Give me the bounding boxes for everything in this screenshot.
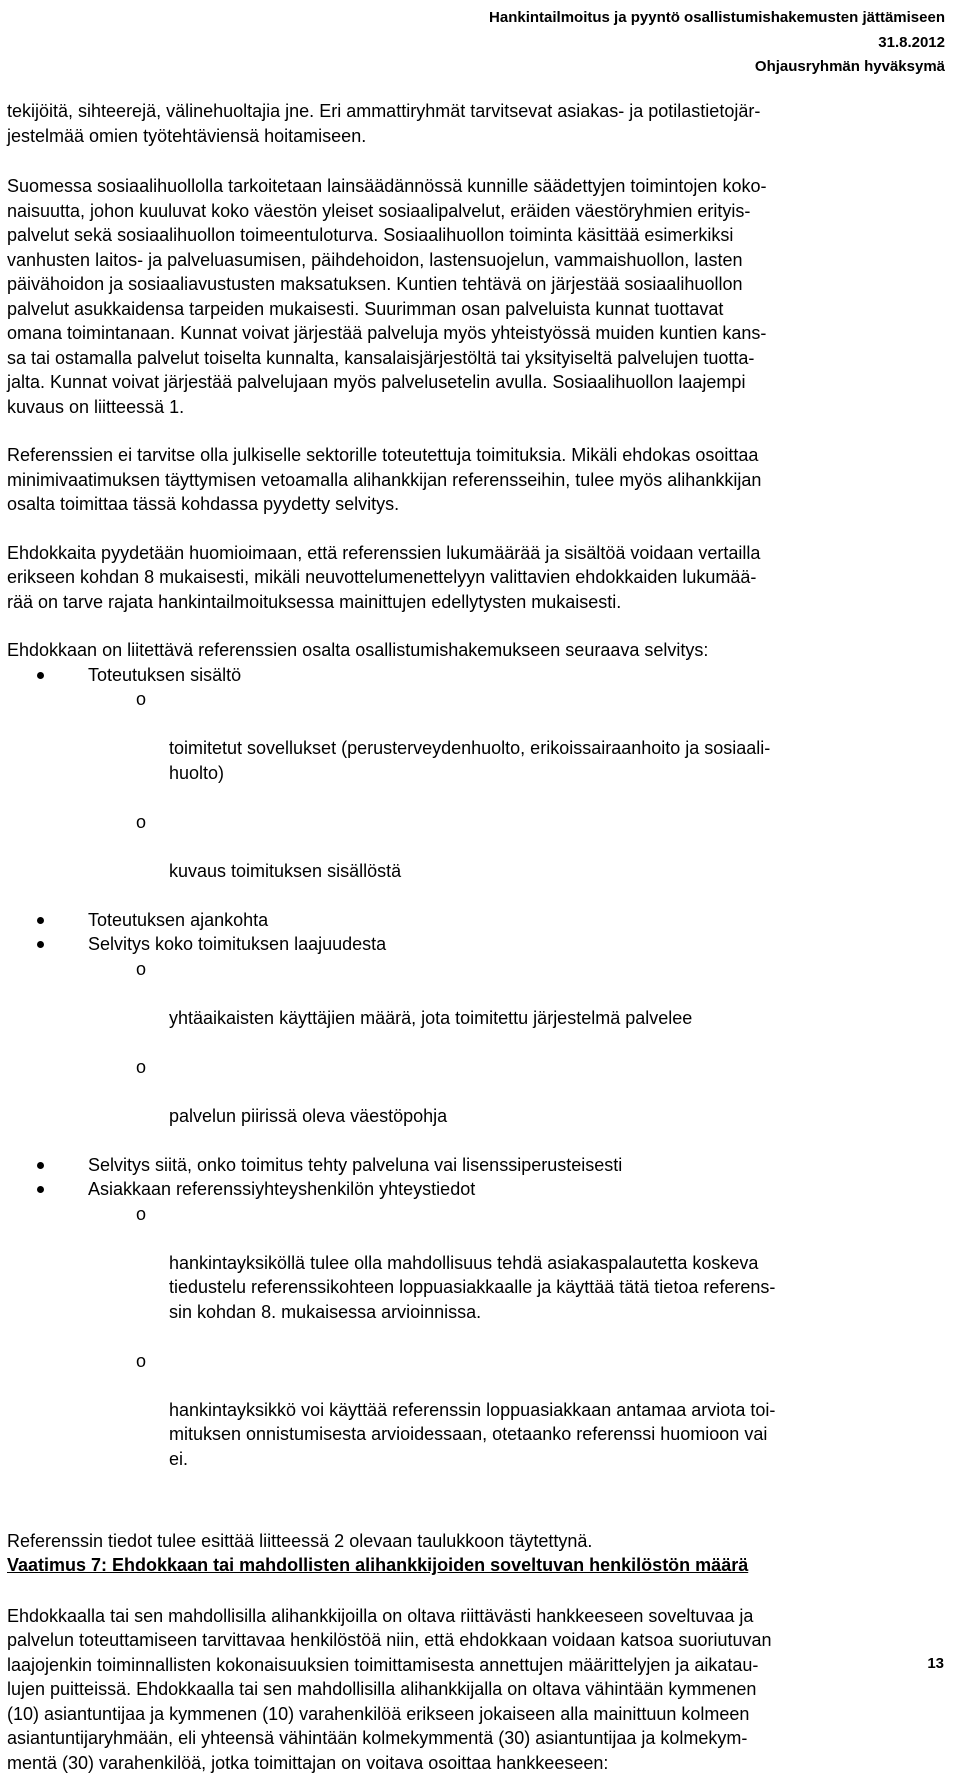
sub-list-item [88,687,954,810]
paragraph-references-comparison: Ehdokkaita pyydetään huomioimaan, että referenssien lukumäärää ja sisältöä voidaan vertailla erikseen kohdan 8 mukaisesti, mikäli neuvottelumenettelyyn valittavien ehdokkaiden lukumää- rää on tarve rajata hankintailmoituksessa mainittujen edellytysten mukaisesti. [7,541,954,615]
bullet-icon [37,941,44,948]
sub-list-item-text: kuvaus toimituksen sisällöstä [169,859,865,884]
sub-list-item-text: palvelun piirissä oleva väestöpohja [169,1104,865,1129]
list-item-label: Selvitys koko toimituksen laajuudesta [88,934,386,954]
paragraph-references-intro: Ehdokkaan on liitettävä referenssien osalta osallistumishakemukseen seuraava selvitys: [7,638,954,663]
sub-list-item-text: yhtäaikaisten käyttäjien määrä, jota toimitettu järjestelmä palvelee [169,1006,865,1031]
sub-list-item [88,1202,954,1349]
bullet-icon [37,1162,44,1169]
document-header [489,6,945,80]
circle-marker-icon: o [136,1055,146,1080]
sub-list-item-text: toimitetut sovellukset (perusterveydenhuolto, erikoissairaanhoito ja sosiaali- huolto) [169,736,865,785]
list-item [7,663,954,908]
page-body [7,99,954,1775]
page-number: 13 [927,1655,944,1672]
sub-list-item-text: hankintayksikkö voi käyttää referenssin loppuasiakkaan antamaa arviota toi- mituksen onnistumisesta arvioidessaan, otetaanko referenssi huomioon vai ei. [169,1398,865,1472]
sub-list-item [88,810,954,908]
header-status: Ohjausryhmän hyväksymä [489,55,945,80]
list-item [7,908,954,933]
circle-marker-icon: o [136,957,146,982]
list-item-label: Selvitys siitä, onko toimitus tehty palveluna vai lisenssiperusteisesti [88,1155,622,1175]
sub-list [88,687,954,908]
list-item [7,1153,954,1178]
header-title: Hankintailmoitus ja pyyntö osallistumishakemusten jättämiseen [489,6,945,31]
section-heading: Vaatimus 7: Ehdokkaan tai mahdollisten alihankkijoiden soveltuvan henkilöstön määrä [7,1553,954,1578]
sub-list-item [88,957,954,1055]
paragraph-references-sector: Referenssien ei tarvitse olla julkiselle sektorille toteutettuja toimituksia. Mikäli ehdokas osoittaa minimivaatimuksen täyttymisen vetoamalla alihankkijan referensseihin, tulee myös alihankkijan osalta toimittaa tässä kohdassa pyydetty selvitys. [7,443,954,517]
list-item [7,932,954,1153]
list-item-label: Toteutuksen sisältö [88,665,241,685]
sub-list-item [88,1055,954,1153]
bullet-icon [37,672,44,679]
bullet-icon [37,1186,44,1193]
list-item-label: Asiakkaan referenssiyhteyshenkilön yhteystiedot [88,1179,475,1199]
list-item-label: Toteutuksen ajankohta [88,910,268,930]
reference-requirements-list [7,663,954,1496]
paragraph-reference-table: Referenssin tiedot tulee esittää liitteessä 2 olevaan taulukkoon täytettynä. [7,1529,954,1554]
bullet-icon [37,917,44,924]
sub-list [88,1202,954,1496]
paragraph-staff-requirement: Ehdokkaalla tai sen mahdollisilla alihankkijoilla on oltava riittävästi hankkeeseen soveltuvaa ja palvelun toteuttamiseen tarvittavaa henkilöstöä niin, että ehdokkaan voidaan katsoa suoriutuvan laajojenkin toiminnallisten kokonaisuuksien toimittamisesta annettujen määrittelyjen ja aikatau- lujen puitteissä. Ehdokkaalla tai sen mahdollisilla alihankkijalla on oltava vähintään kymmenen (10) asiantuntijaa ja kymmenen (10) varahenkilöä erikseen jokaiseen alla mainittuun kolmeen asiantuntijaryhmään, eli yhteensä vähintään kolmekymmentä (30) asiantuntijaa ja kolmekym- mentä (30) varahenkilöä, jotka toimittajan on voitava osoittaa hankkeeseen: [7,1604,954,1775]
sub-list [88,957,954,1153]
list-item [7,1177,954,1496]
circle-marker-icon: o [136,810,146,835]
sub-list-item-text: hankintayksiköllä tulee olla mahdollisuus tehdä asiakaspalautetta koskeva tiedustelu referenssikohteen loppuasiakkaalle ja käyttää tätä tietoa referens- sin kohdan 8. mukaisessa arvioinnissa. [169,1251,865,1325]
circle-marker-icon: o [136,1202,146,1227]
header-date: 31.8.2012 [489,31,945,56]
paragraph-social-care: Suomessa sosiaalihuollolla tarkoitetaan lainsäädännössä kunnille säädettyjen toimintojen koko- naisuutta, johon kuuluvat koko väestön yleiset sosiaalipalvelut, eräiden väestöryhmien erityis- palvelut sekä sosiaalihuollon toimeentuloturva. Sosiaalihuollon toiminta käsittää esimerkiksi vanhusten laitos- ja palveluasumisen, päihdehoidon, lastensuojelun, vammaishuollon, lasten päivähoidon ja sosiaaliavustusten maksatuksen. Kuntien tehtävä on järjestää sosiaalihuollon palvelut asukkaidensa tarpeiden mukaisesti. Suurimman osan palveluista kunnat tuottavat omana toimintanaan. Kunnat voivat järjestää palveluja myös yhteistyössä muiden kuntien kans- sa tai ostamalla palvelut toiselta kunnalta, kansalaisjärjestöltä tai yksityiseltä palvelujen tuotta- jalta. Kunnat voivat järjestää palvelujaan myös palvelusetelin avulla. Sosiaalihuollon laajempi kuvaus on liitteessä 1. [7,174,954,419]
circle-marker-icon: o [136,687,146,712]
paragraph-staff-groups: tekijöitä, sihteerejä, välinehuoltajia jne. Eri ammattiryhmät tarvitsevat asiakas- ja potilastietojär- jestelmää omien työtehtäviensä hoitamiseen. [7,99,954,148]
sub-list-item [88,1349,954,1496]
circle-marker-icon: o [136,1349,146,1374]
